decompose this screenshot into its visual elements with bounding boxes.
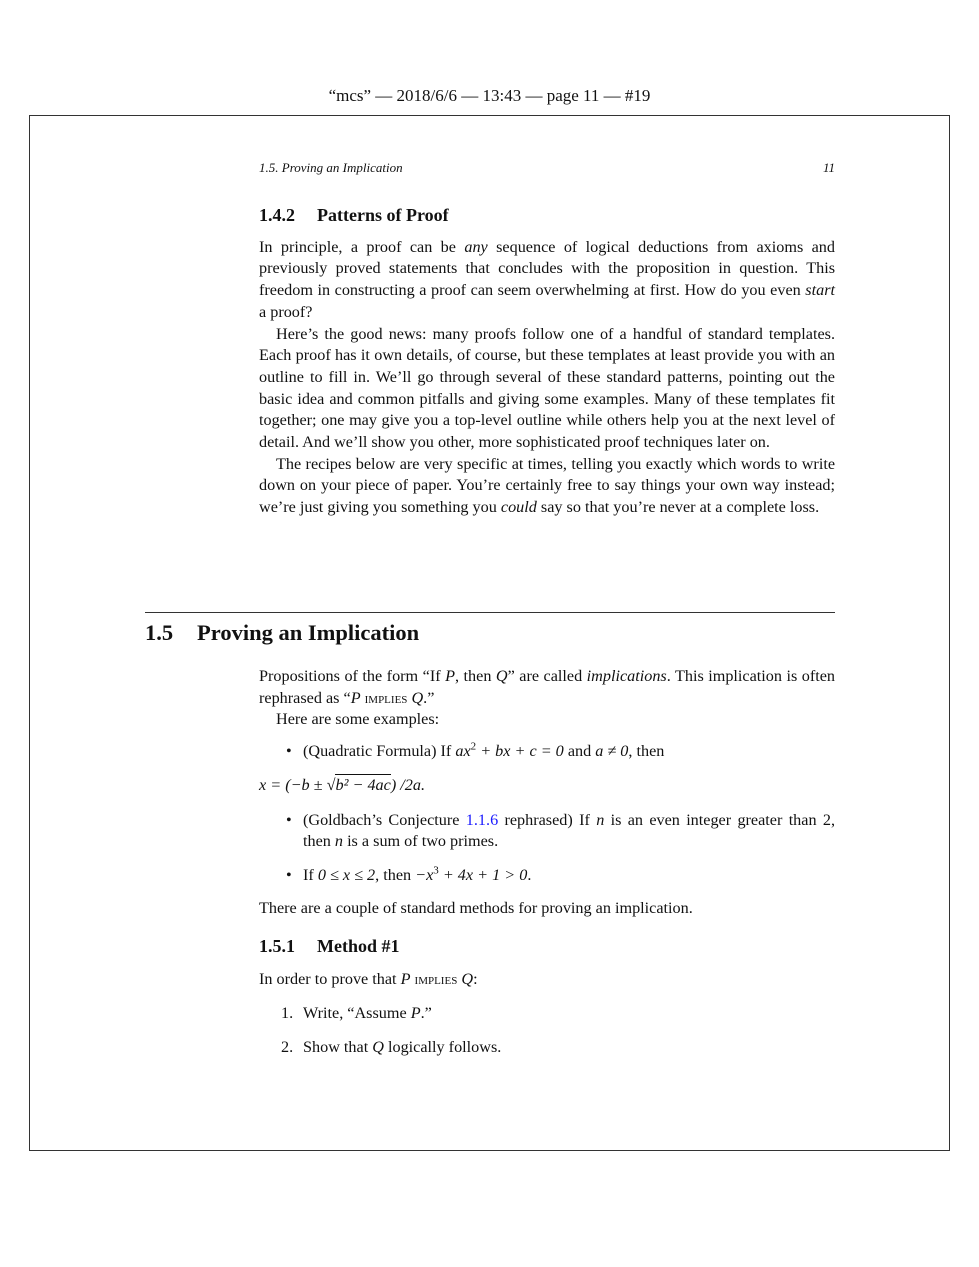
math: ) /2a. xyxy=(390,775,425,794)
math: P xyxy=(350,688,361,707)
subsection-title: Patterns of Proof xyxy=(317,205,449,225)
math: + 4x + 1 > 0 xyxy=(438,865,528,884)
text: Propositions of the form “If xyxy=(259,667,446,685)
text: rephrased) If xyxy=(498,810,597,829)
emphasis: could xyxy=(500,498,537,517)
subsection-patterns-of-proof xyxy=(259,205,835,519)
subsection-number: 1.4.2 xyxy=(259,205,295,225)
running-head-title: 1.5. Proving an Implication xyxy=(259,160,403,175)
paragraph xyxy=(259,969,835,991)
list-item xyxy=(259,865,835,887)
math: n xyxy=(334,832,344,851)
implies-operator: implies xyxy=(364,688,408,707)
text: . This implication is often rephrased as “ xyxy=(259,667,835,707)
superscript: 3 xyxy=(433,864,439,877)
text: : xyxy=(473,970,478,989)
paragraph xyxy=(259,237,835,324)
emphasis: start xyxy=(805,281,835,300)
emphasis: any xyxy=(464,237,488,256)
math: P xyxy=(445,667,455,685)
list-number: 2. xyxy=(281,1038,294,1057)
math: Q xyxy=(461,970,474,989)
math: + bx + c = 0 xyxy=(476,742,564,761)
text: .” xyxy=(420,1003,432,1022)
text: If xyxy=(303,865,318,884)
math: P xyxy=(400,970,411,989)
paragraph xyxy=(259,454,835,519)
text: Show that xyxy=(303,1038,373,1057)
radicand: b² − 4ac xyxy=(335,775,391,794)
section-body xyxy=(259,666,835,1059)
text: (Goldbach’s Conjecture xyxy=(303,810,466,829)
paragraph: There are a couple of standard methods for proving an implication. xyxy=(259,898,693,917)
section-number: 1.5 xyxy=(145,620,174,645)
text: , then xyxy=(628,742,665,761)
list-item xyxy=(259,1003,835,1025)
page-stamp: “mcs” — 2018/6/6 — 13:43 — page 11 — #19 xyxy=(328,86,651,105)
text: is an even integer greater than 2, then xyxy=(303,810,836,851)
math: 0 ≤ x ≤ 2 xyxy=(317,865,376,884)
text: is a sum of two primes. xyxy=(343,832,499,851)
math: n xyxy=(596,810,605,829)
text: sequence of logical deductions from axioms and previously proved statements that concludes with the proposition in question. This freedom in constructing a proof can seem overwhelming at first. How do you even xyxy=(259,237,835,300)
text: In principle, a proof can be xyxy=(259,237,465,256)
subsection-title: Method #1 xyxy=(317,936,400,957)
math: Q xyxy=(411,688,424,707)
text: logically follows. xyxy=(383,1038,502,1057)
bullet-icon: • xyxy=(286,865,292,884)
text: Write, “Assume xyxy=(303,1003,411,1022)
running-head xyxy=(259,160,835,176)
bullet-icon: • xyxy=(286,810,292,829)
math: −x xyxy=(415,865,434,884)
text: and xyxy=(563,742,596,761)
text: The recipes below are very specific at times, telling you exactly which words to write down on your piece of paper. You’re certainly free to say things your own way instead; we’re just giving you something you xyxy=(259,454,835,517)
math: P xyxy=(410,1003,421,1022)
list-item xyxy=(259,1037,835,1059)
text: In order to prove that xyxy=(259,970,401,989)
math: x = (−b ± √ xyxy=(259,775,336,794)
text: say so that you’re never at a complete loss. xyxy=(536,498,820,517)
section-title: Proving an Implication xyxy=(197,620,420,645)
subsection-heading xyxy=(259,936,835,958)
list-item xyxy=(259,810,835,853)
text: a proof? xyxy=(259,302,313,321)
section-heading xyxy=(145,620,419,646)
math: Q xyxy=(495,667,508,685)
display-formula xyxy=(259,775,835,797)
text: .” xyxy=(423,688,435,707)
text: , then xyxy=(455,667,496,685)
superscript: 2 xyxy=(470,740,477,753)
list-number: 1. xyxy=(281,1003,294,1022)
text: . xyxy=(527,865,532,884)
subsection-number: 1.5.1 xyxy=(259,936,295,957)
list-item xyxy=(259,741,835,763)
running-head-page-number: 11 xyxy=(822,160,835,175)
section-rule xyxy=(145,612,835,613)
paragraph xyxy=(259,666,835,709)
paragraph: Here are some examples: xyxy=(276,710,440,729)
text: (Quadratic Formula) If xyxy=(303,742,456,761)
math: Q xyxy=(372,1038,384,1057)
bullet-icon: • xyxy=(286,742,292,761)
reference-link[interactable]: 1.1.6 xyxy=(465,810,499,829)
paragraph: Here’s the good news: many proofs follow one of a handful of standard templates. Each proof has it own details, of course, but these templates at least provide you with an outline to fill in. We’ll go through several of these standard patterns, pointing out the basic idea and common pitfalls and giving some examples. Many of these templates fit together; one may give you a top-level outline while others help you at the next level of detail. And we’ll show you other, more sophisticated proof techniques later on. xyxy=(259,324,835,452)
subsection-heading xyxy=(259,205,835,227)
emphasis: implications xyxy=(586,667,667,685)
implies-operator: implies xyxy=(414,970,458,989)
math: ax xyxy=(455,742,471,761)
math: a ≠ 0 xyxy=(595,742,629,761)
text: , then xyxy=(375,865,416,884)
text: ” are called xyxy=(507,667,587,685)
